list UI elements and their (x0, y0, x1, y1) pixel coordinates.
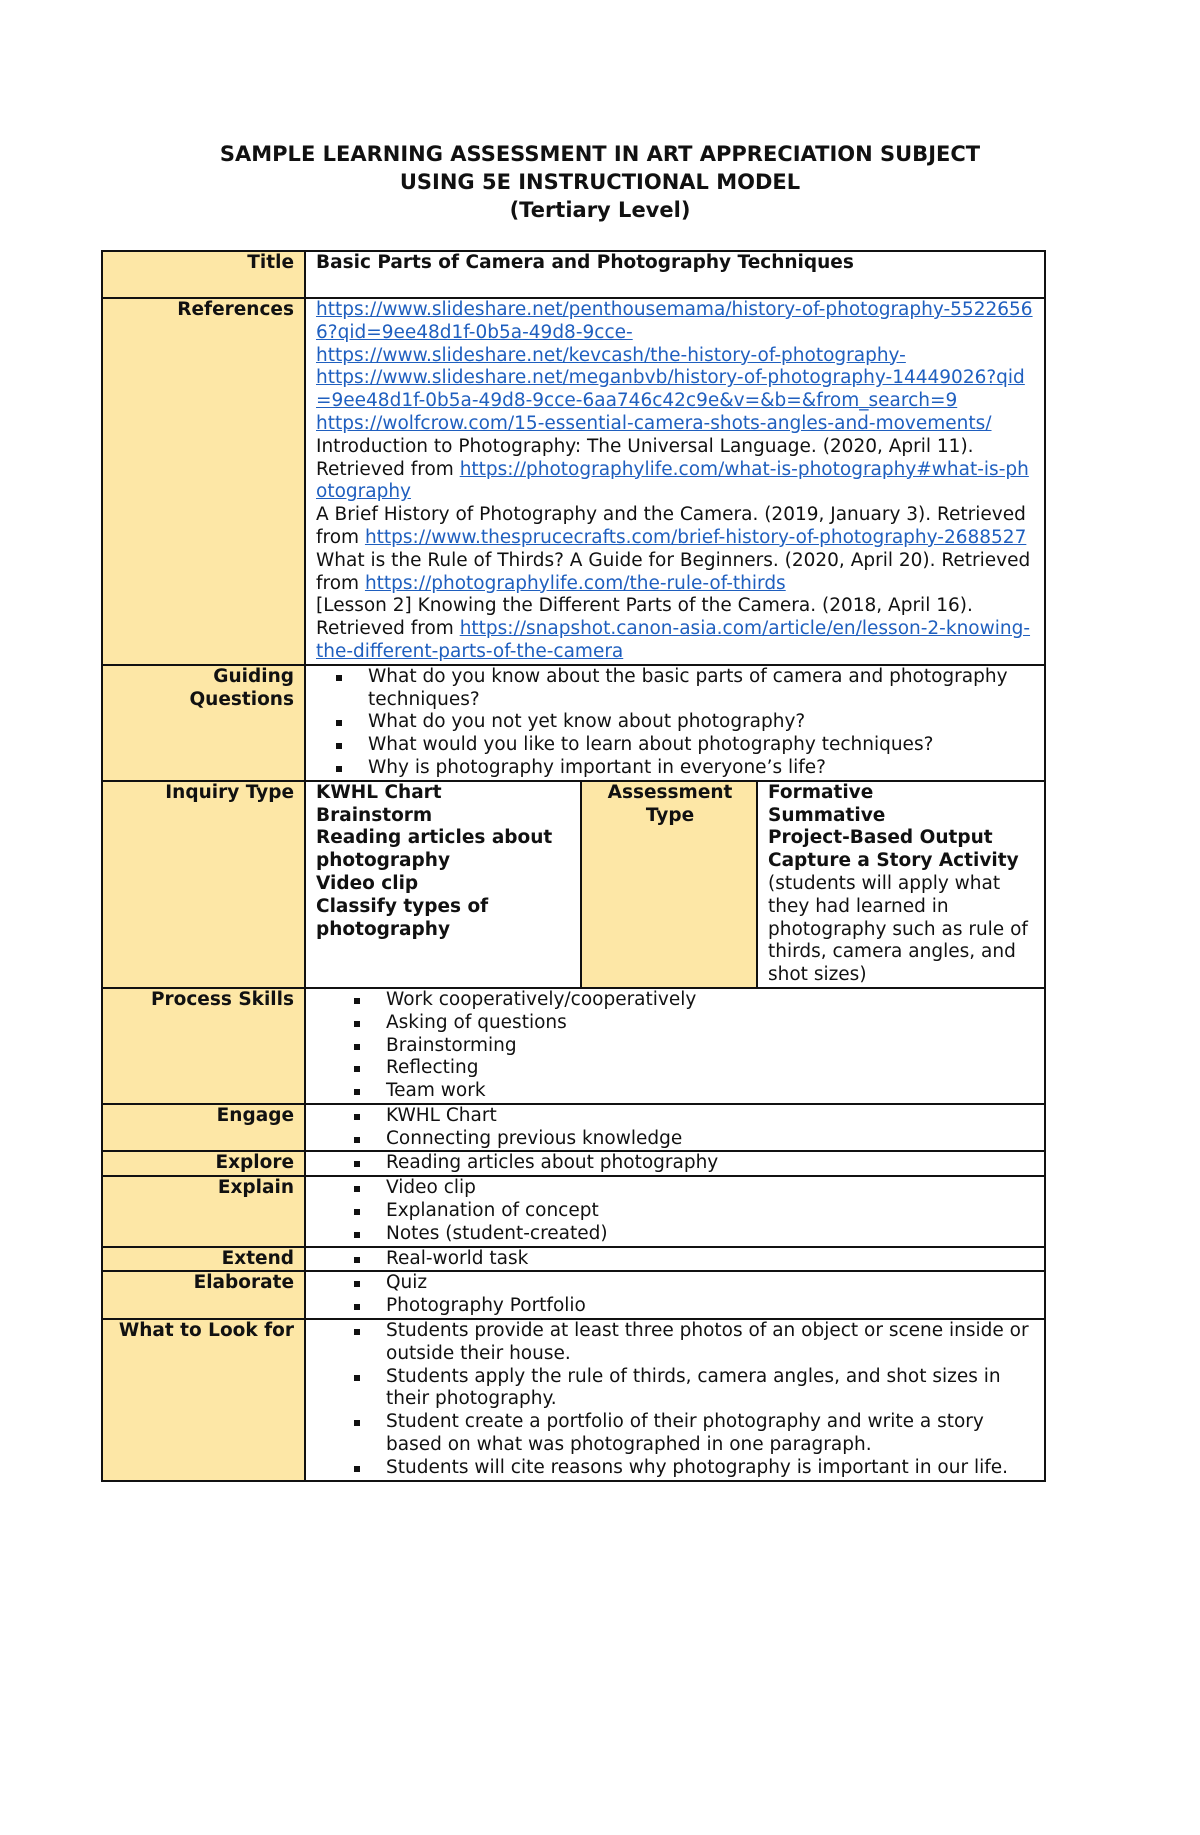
list-item: Asking of questions (334, 1012, 1036, 1035)
list-item: Team work (334, 1080, 1036, 1103)
assessment-items-cell (757, 781, 1045, 988)
heading-line-2: USING 5E INSTRUCTIONAL MODEL (399, 170, 801, 194)
list-item: Photography Portfolio (334, 1295, 1036, 1318)
list-item: Students will cite reasons why photography is important in our life. (334, 1457, 1036, 1480)
list-item: Quiz (334, 1272, 1036, 1295)
heading-line-3: (Tertiary Level) (509, 198, 691, 222)
reference-citation: [Lesson 2] Knowing the Different Parts of the Camera. (2018, April 16). Retrieved from (316, 595, 973, 640)
row-engage (102, 1104, 1045, 1152)
references-cell (305, 298, 1045, 665)
reference-link[interactable]: https://wolfcrow.com/15-essential-camera-shots-angles-and-movements/ (316, 412, 992, 434)
inquiry-item: Reading articles about photography (316, 827, 553, 872)
list-item: Work cooperatively/cooperatively (334, 989, 1036, 1012)
label-guiding-questions: Guiding Questions (102, 665, 305, 781)
reference-link[interactable]: https://www.thesprucecrafts.com/brief-history-of-photography-2688527 (364, 526, 1027, 548)
list-item: Connecting previous knowledge (334, 1128, 1036, 1151)
label-assessment-type: Assessment Type (581, 781, 757, 988)
reference-link[interactable]: https://snapshot.canon-asia.com/article/en/lesson-2-knowing-the-different-parts-of-the-camera (316, 618, 1031, 662)
row-elaborate (102, 1271, 1045, 1319)
row-explore (102, 1151, 1045, 1176)
heading-line-1: SAMPLE LEARNING ASSESSMENT IN ART APPRECIATION SUBJECT (219, 142, 981, 166)
assessment-activity-description: (students will apply what they had learned in photography such as rule of thirds, camera angles, and shot sizes) (768, 872, 1028, 986)
reference-entry (316, 345, 1036, 368)
reference-link[interactable]: https://photographylife.com/the-rule-of-thirds (364, 572, 786, 594)
list-item: Reading articles about photography (334, 1152, 1036, 1175)
assessment-activity: Capture a Story Activity (768, 850, 1019, 872)
list-item: Brainstorming (334, 1035, 1036, 1058)
title-value: Basic Parts of Camera and Photography Techniques (305, 251, 1045, 298)
assessment-project: Project-Based Output (768, 827, 993, 849)
label-references: References (102, 298, 305, 665)
row-references (102, 298, 1045, 665)
reference-link[interactable]: https://www.slideshare.net/penthousemama/history-of-photography-55226566?qid=9ee48d1f-0b5a-49d8-9cce- (316, 299, 1033, 343)
reference-citation: What is the Rule of Thirds? A Guide for Beginners. (2020, April 20). Retrieved from (316, 549, 1031, 594)
row-extend (102, 1247, 1045, 1272)
row-explain (102, 1176, 1045, 1246)
reference-citation: A Brief History of Photography and the Camera. (2019, January 3). Retrieved from (316, 504, 1026, 548)
row-guiding-questions (102, 665, 1045, 781)
inquiry-items-cell (305, 781, 581, 988)
guiding-questions-cell (305, 665, 1045, 781)
list-item: Explanation of concept (334, 1200, 1036, 1223)
label-inquiry-type: Inquiry Type (102, 781, 305, 988)
list-item: What do you not yet know about photography? (316, 711, 1036, 734)
assessment-table (101, 250, 1046, 1482)
inquiry-item: Classify types of photography (316, 895, 489, 940)
label-extend: Extend (102, 1247, 305, 1272)
reference-entry (316, 550, 1036, 596)
list-item: Reflecting (334, 1057, 1036, 1080)
reference-entry (316, 504, 1036, 550)
assessment-formative: Formative (768, 781, 874, 803)
process-skills-cell (305, 988, 1045, 1104)
list-item: What do you know about the basic parts of camera and photography techniques? (316, 666, 1036, 712)
reference-entry (316, 595, 1036, 663)
reference-entry (316, 367, 1036, 413)
list-item: What would you like to learn about photography techniques? (316, 734, 1036, 757)
assessment-summative: Summative (768, 804, 886, 826)
inquiry-item: Video clip (316, 872, 419, 894)
list-item: Notes (student-created) (334, 1223, 1036, 1246)
list-item: Real-world task (334, 1248, 1036, 1271)
row-inquiry-type (102, 781, 1045, 988)
row-what-to-look-for (102, 1319, 1045, 1481)
reference-entry (316, 299, 1036, 345)
reference-link[interactable]: https://photographylife.com/what-is-photography#what-is-photography (316, 458, 1029, 503)
list-item: Why is photography important in everyone’s life? (316, 757, 1036, 780)
reference-entry (316, 436, 1036, 504)
reference-link[interactable]: https://www.slideshare.net/kevcash/the-history-of-photography- (316, 344, 906, 366)
list-item: Students provide at least three photos of an object or scene inside or outside their house. (334, 1320, 1036, 1366)
label-title: Title (102, 251, 305, 298)
list-item: KWHL Chart (334, 1105, 1036, 1128)
reference-link[interactable]: https://www.slideshare.net/meganbvb/history-of-photography-14449026?qid=9ee48d1f-0b5a-49d8-9cce-6aa746c42c9e&v=&b=&from_search=9 (316, 367, 1025, 412)
label-process-skills: Process Skills (102, 988, 305, 1104)
label-explore: Explore (102, 1151, 305, 1176)
label-explain: Explain (102, 1176, 305, 1246)
list-item: Student create a portfolio of their photography and write a story based on what was photographed in one paragraph. (334, 1411, 1036, 1457)
inquiry-item: Brainstorm (316, 804, 433, 826)
label-what-to-look-for: What to Look for (102, 1319, 305, 1481)
document-heading (0, 140, 1200, 224)
inquiry-item: KWHL Chart (316, 781, 442, 803)
label-engage: Engage (102, 1104, 305, 1152)
row-title (102, 251, 1045, 298)
list-item: Students apply the rule of thirds, camera angles, and shot sizes in their photography. (334, 1366, 1036, 1412)
reference-citation: Introduction to Photography: The Universal Language. (2020, April 11). Retrieved from (316, 435, 974, 480)
row-process-skills (102, 988, 1045, 1104)
reference-entry (316, 413, 1036, 436)
list-item: Video clip (334, 1177, 1036, 1200)
label-elaborate: Elaborate (102, 1271, 305, 1319)
